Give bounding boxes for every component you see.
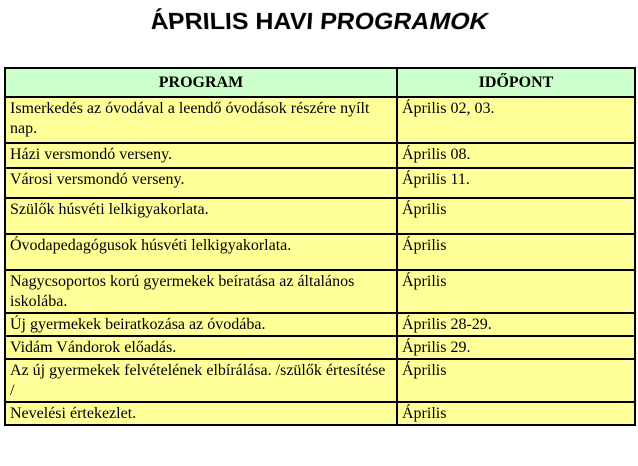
program-cell: Szülők húsvéti lelkigyakorlata.	[5, 198, 397, 234]
table-row	[5, 313, 635, 336]
date-cell: Április	[397, 402, 635, 425]
table-row	[5, 336, 635, 359]
table-row	[5, 234, 635, 270]
date-cell: Április	[397, 198, 635, 234]
table-row	[5, 143, 635, 168]
table-row	[5, 359, 635, 402]
page-title: ÁPRILIS HAVI PROGRAMOK	[148, 7, 492, 35]
program-cell: Óvodapedagógusok húsvéti lelkigyakorlata.	[5, 234, 397, 270]
date-cell: Április 28-29.	[397, 313, 635, 336]
program-cell: Nevelési értekezlet.	[5, 402, 397, 425]
table-row	[5, 402, 635, 425]
table-row	[5, 168, 635, 198]
date-cell: Április 08.	[397, 143, 635, 168]
program-cell: Nagycsoportos korú gyermekek beíratása az általános iskolába.	[5, 270, 397, 313]
program-cell: Városi versmondó verseny.	[5, 168, 397, 198]
table-header-row	[5, 68, 635, 97]
table-row	[5, 198, 635, 234]
column-header-date: IDŐPONT	[397, 68, 635, 97]
table-row	[5, 97, 635, 143]
date-cell: Április	[397, 234, 635, 270]
table-row	[5, 270, 635, 313]
program-cell: Új gyermekek beiratkozása az óvodába.	[5, 313, 397, 336]
date-cell: Április 29.	[397, 336, 635, 359]
program-schedule-table	[4, 67, 636, 426]
program-cell: Az új gyermekek felvételének elbírálása. /szülők értesítése /	[5, 359, 397, 402]
program-cell: Vidám Vándorok előadás.	[5, 336, 397, 359]
date-cell: Április 02, 03.	[397, 97, 635, 143]
column-header-program: PROGRAM	[5, 68, 397, 97]
date-cell: Április 11.	[397, 168, 635, 198]
program-cell: Házi versmondó verseny.	[5, 143, 397, 168]
date-cell: Április	[397, 359, 635, 402]
title-area	[0, 0, 638, 50]
date-cell: Április	[397, 270, 635, 313]
program-cell: Ismerkedés az óvodával a leendő óvodások részére nyílt nap.	[5, 97, 397, 143]
